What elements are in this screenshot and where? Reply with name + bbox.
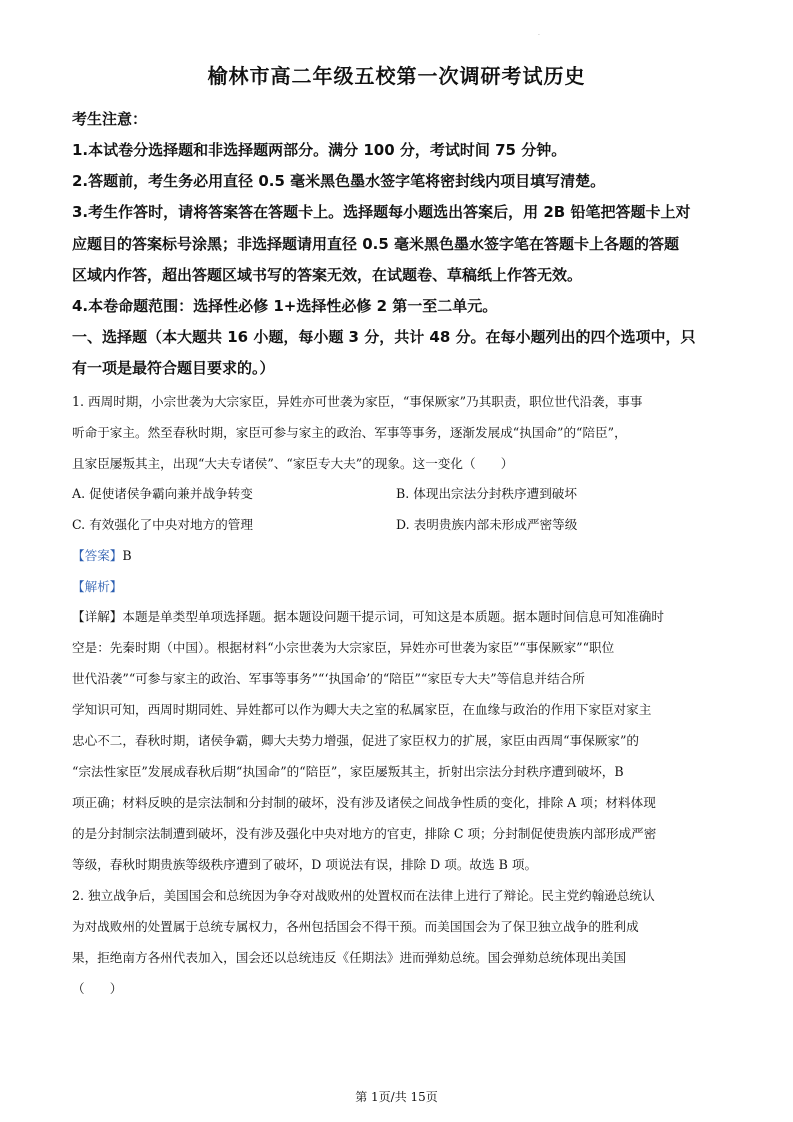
q1-detail-line-2: 空是：先秦时期（中国）。根据材料“小宗世袭为大宗家臣，异姓亦可世袭为家臣”“事保厥家”“职位 — [72, 640, 615, 655]
answer-label-text: 【答案】 — [72, 548, 123, 563]
notice-line-4: 4.本卷命题范围：选择性必修 1+选择性必修 2 第一至二单元。 — [72, 297, 498, 315]
notice-line-3b: 应题目的答案标号涂黑；非选择题请用直径 0.5 毫米黑色墨水签字笔在答题卡上各题的答题 — [72, 235, 680, 253]
q1-detail-line-8: 的是分封制宗法制遭到破坏，没有涉及强化中央对地方的官吏，排除 C 项；分封制促使贵族内部形成严密 — [72, 826, 657, 841]
q2-stem-line-3: 果，拒绝南方各州代表加入，国会还以总统违反《任期法》进而弹劾总统。国会弹劾总统体现出美国 — [72, 950, 627, 965]
q1-answer-label — [72, 545, 132, 564]
q1-detail-line-7: 项正确；材料反映的是宗法制和分封制的破坏，没有涉及诸侯之间战争性质的变化，排除 A 项；材料体现 — [72, 795, 656, 810]
q1-answer-value: B — [122, 548, 132, 563]
q1-option-c: C. 有效强化了中央对地方的管理 — [72, 517, 253, 532]
q1-option-d: D. 表明贵族内部未形成严密等级 — [396, 517, 578, 532]
notice-line-3c: 区域内作答，超出答题区域书写的答案无效，在试题卷、草稿纸上作答无效。 — [72, 266, 583, 284]
section-heading-line-2: 有一项是最符合题目要求的。） — [72, 359, 275, 377]
q1-detail-line-1: 【详解】本题是单类型单项选择题。据本题设问题干提示词，可知这是本质题。据本题时间信息可知准确时 — [72, 609, 664, 624]
q1-stem-line-1: 1. 西周时期，小宗世袭为大宗家臣，异姓亦可世袭为家臣，“事保厥家”乃其职责，职位世代沿袭，事事 — [72, 394, 643, 409]
q2-stem-line-2: 为对战败州的处置属于总统专属权力，各州包括国会不得干预。而美国国会为了保卫独立战争的胜利成 — [72, 919, 639, 934]
q1-detail-line-4: 学知识可知，西周时期同姓、异姓都可以作为卿大夫之室的私属家臣，在血缘与政治的作用下家臣对家主 — [72, 702, 652, 717]
q1-stem-line-3: 且家臣屡叛其主，出现“大夫专诸侯”、“家臣专大夫”的现象。这一变化（ ） — [72, 456, 514, 471]
q1-option-a: A. 促使诸侯争霸向兼并战争转变 — [72, 486, 253, 501]
q1-analysis-label: 【解析】 — [72, 579, 123, 594]
notice-line-3a: 3.考生作答时，请将答案答在答题卡上。选择题每小题选出答案后，用 2B 铅笔把答题卡上对 — [72, 203, 691, 221]
q2-stem-line-1: 2. 独立战争后，美国国会和总统因为争夺对战败州的处置权而在法律上进行了辩论。民主党约翰逊总统认 — [72, 888, 655, 903]
scan-speck: . — [538, 30, 540, 37]
notice-line-2: 2.答题前，考生务必用直径 0.5 毫米黑色墨水签字笔将密封线内项目填写清楚。 — [72, 172, 606, 190]
q1-option-b: B. 体现出宗法分封秩序遭到破坏 — [396, 486, 577, 501]
page-footer: 第 1页/共 15页 — [355, 1090, 438, 1104]
q1-detail-line-9: 等级，春秋时期贵族等级秩序遭到了破坏，D 项说法有误，排除 D 项。故选 B 项。 — [72, 857, 538, 872]
notice-heading: 考生注意： — [72, 110, 148, 128]
section-heading-line-1: 一、选择题（本大题共 16 小题，每小题 3 分，共计 48 分。在每小题列出的四个选项中，只 — [72, 328, 696, 346]
q1-detail-line-6: “宗法性家臣”发展成春秋后期“执国命”的“陪臣”，家臣屡叛其主，折射出宗法分封秩序遭到破坏，B — [72, 764, 624, 779]
q1-stem-line-2: 听命于家主。然至春秋时期，家臣可参与家主的政治、军事等事务，逐渐发展成“执国命”的“陪臣”， — [72, 425, 627, 440]
q2-stem-line-4: （ ） — [72, 981, 123, 996]
notice-line-1: 1.本试卷分选择题和非选择题两部分。满分 100 分，考试时间 75 分钟。 — [72, 141, 567, 159]
q1-detail-line-5: 忠心不二，春秋时期，诸侯争霸，卿大夫势力增强，促进了家臣权力的扩展，家臣由西周“事保厥家”的 — [72, 733, 640, 748]
page-title: 榆林市高二年级五校第一次调研考试历史 — [207, 64, 586, 88]
q1-detail-line-3: 世代沿袭”“可参与家主的政治、军事等事务”“‘执国命’的“陪臣”“家臣专大夫”等信息并结合所 — [72, 671, 585, 686]
